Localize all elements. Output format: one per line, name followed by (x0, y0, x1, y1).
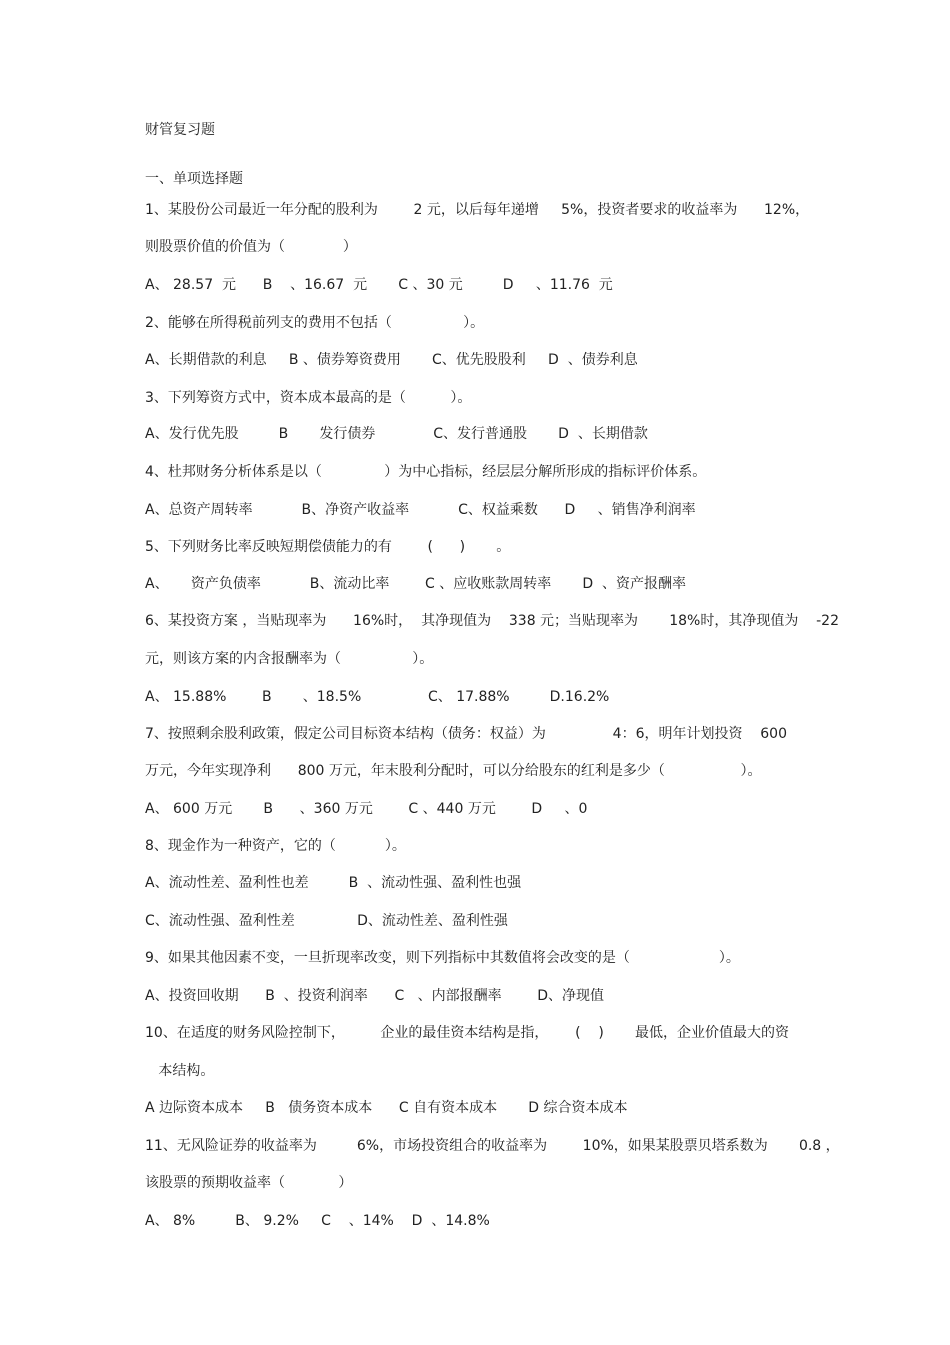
question-text: 万元，今年实现净利 800 万元，年末股利分配时，可以分给股东的红利是多少（ ）。 (145, 763, 762, 779)
question-text: 则股票价值的价值为（ ） (145, 239, 357, 255)
question-text: 2、能够在所得税前列支的费用不包括（ ）。 (145, 315, 485, 331)
question-text: 8、现金作为一种资产，它的（ ）。 (145, 838, 406, 854)
question-text: 6、某投资方案 ，当贴现率为 16%时， 其净现值为 338 元；当贴现率为 18%时，其净现值为 -22 (145, 613, 839, 629)
question-text: 1、某股份公司最近一年分配的股利为 2 元，以后每年递增 5%，投资者要求的收益率为 12%， (145, 202, 810, 218)
question-text: 11、无风险证券的收益率为 6%，市场投资组合的收益率为 10%，如果某股票贝塔系数为 0.8 ， (145, 1138, 840, 1154)
answer-options: A、 28.57 元 B 、16.67 元 C 、30 元 D 、11.76 元 (145, 277, 613, 293)
question-text: 5、下列财务比率反映短期偿债能力的有 ( ) 。 (145, 539, 511, 555)
section-heading: 一、单项选择题 (145, 171, 243, 187)
question-text: 元，则该方案的内含报酬率为（ ）。 (145, 651, 434, 667)
question-text: 10、在适度的财务风险控制下， 企业的最佳资本结构是指， ( ) 最低，企业价值最大的资 (145, 1025, 789, 1041)
question-text: 3、下列筹资方式中，资本成本最高的是（ ）。 (145, 390, 472, 406)
answer-options: A、 8% B、 9.2% C 、14% D 、14.8% (145, 1213, 490, 1229)
answer-options: A、投资回收期 B 、投资利润率 C 、内部报酬率 D、净现值 (145, 988, 604, 1004)
answer-options: A、 15.88% B 、18.5% C、 17.88% D.16.2% (145, 689, 610, 705)
question-text: 9、如果其他因素不变，一旦折现率改变，则下列指标中其数值将会改变的是（ ）。 (145, 950, 740, 966)
answer-options: A、发行优先股 B 发行债券 C、发行普通股 D 、长期借款 (145, 426, 648, 442)
answer-options: A、总资产周转率 B、净资产收益率 C、权益乘数 D 、销售净利润率 (145, 502, 696, 518)
answer-options: A、 资产负债率 B、流动比率 C 、应收账款周转率 D 、资产报酬率 (145, 576, 687, 592)
answer-options: A、 600 万元 B 、360 万元 C 、440 万元 D 、0 (145, 801, 588, 817)
answer-options: A、长期借款的利息 B 、债券筹资费用 C、优先股股利 D 、债券利息 (145, 352, 638, 368)
answer-options: A 边际资本成本 B 债务资本成本 C 自有资本成本 D 综合资本成本 (145, 1100, 628, 1116)
question-text: 本结构。 (145, 1063, 215, 1079)
question-text: 4、杜邦财务分析体系是以（ ）为中心指标，经层层分解所形成的指标评价体系。 (145, 464, 707, 480)
question-text: 7、按照剩余股利政策，假定公司目标资本结构（债务：权益）为 4：6，明年计划投资 600 (145, 726, 787, 742)
question-text: 该股票的预期收益率（ ） (145, 1175, 353, 1191)
answer-options: C、流动性强、盈利性差 D、流动性差、盈利性强 (145, 913, 508, 929)
document-title: 财管复习题 (145, 122, 215, 138)
answer-options: A、流动性差、盈利性也差 B 、流动性强、盈利性也强 (145, 875, 522, 891)
